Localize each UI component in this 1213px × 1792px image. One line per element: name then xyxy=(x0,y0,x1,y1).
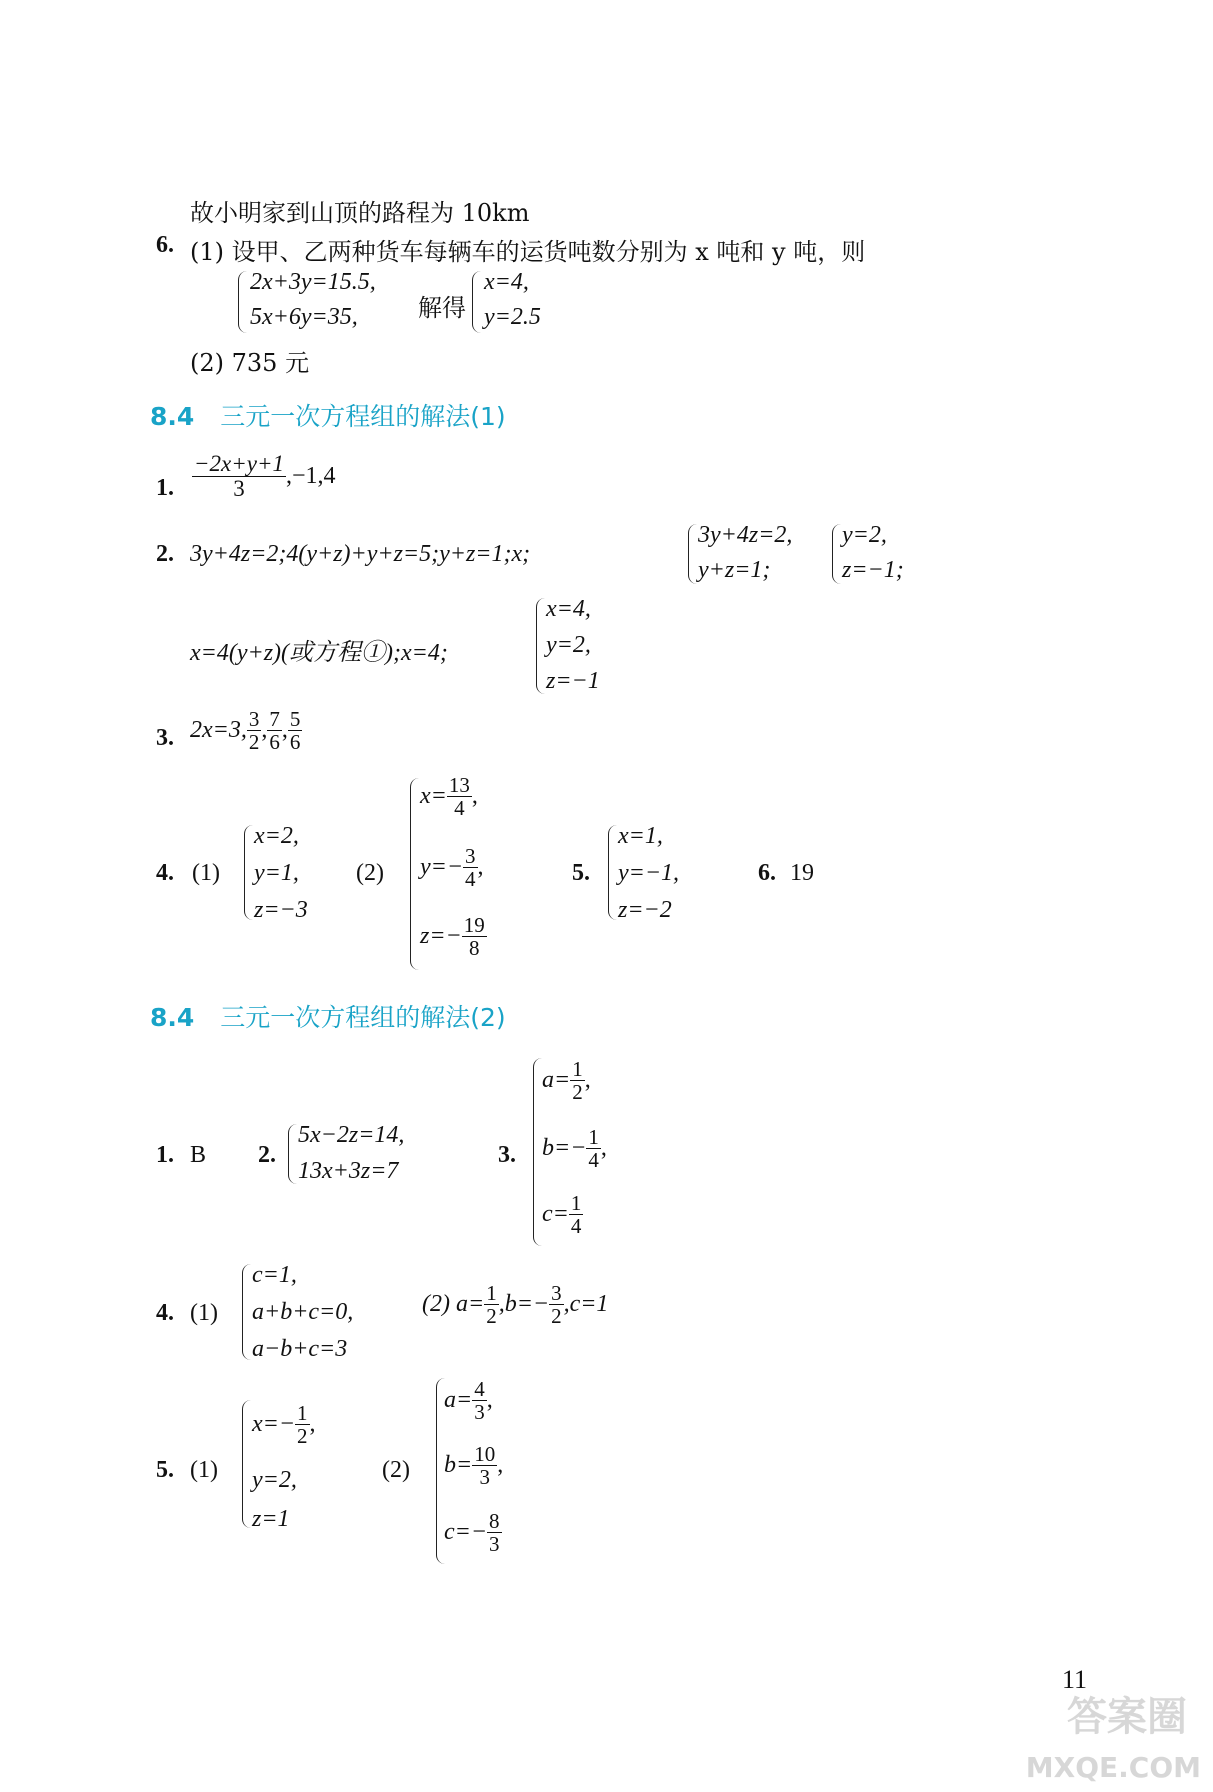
part-label: (1) xyxy=(192,860,220,886)
question-number: 5. xyxy=(572,860,590,886)
equation: z=−1 xyxy=(546,668,600,694)
equation: z=−3 xyxy=(254,897,308,923)
answer-rest: ,−1,4 xyxy=(285,463,336,490)
section-heading xyxy=(150,998,506,1034)
watermark-url: MXQE.COM xyxy=(1025,1751,1201,1784)
equation: y=2, xyxy=(842,522,887,548)
section-heading xyxy=(150,397,506,433)
lhs: a= xyxy=(444,1387,473,1414)
part-label: (2) xyxy=(356,860,384,886)
question-number: 4. xyxy=(156,1300,174,1326)
denominator: 3 xyxy=(233,476,245,502)
numerator: 13 xyxy=(448,773,470,797)
equation xyxy=(444,1378,493,1423)
equation: a−b+c=3 xyxy=(252,1336,348,1362)
separator: , xyxy=(584,1067,591,1094)
equation: a+b+c=0, xyxy=(252,1299,354,1325)
separator: , xyxy=(309,1411,316,1438)
denominator: 2 xyxy=(486,1304,497,1329)
part-label: (2) xyxy=(382,1457,410,1483)
part-label: (1) xyxy=(190,1457,218,1483)
fraction xyxy=(295,1402,310,1447)
equation xyxy=(542,1126,607,1171)
page-number: 11 xyxy=(1062,1665,1088,1694)
separator: , xyxy=(486,1387,493,1414)
separator: , xyxy=(497,1452,504,1479)
equation: z=−1; xyxy=(842,557,904,583)
denominator: 4 xyxy=(570,1214,582,1239)
equation: z=−2 xyxy=(618,897,672,923)
equation: y+z=1; xyxy=(698,557,771,583)
equation xyxy=(420,914,487,959)
equation: x=4, xyxy=(484,269,529,295)
equation xyxy=(252,1402,316,1447)
question-number: 1. xyxy=(156,475,174,501)
separator: ,c=1 xyxy=(563,1291,609,1318)
question-number: 3. xyxy=(498,1142,516,1168)
numerator: 1 xyxy=(486,1281,497,1305)
separator: ,b=− xyxy=(498,1291,550,1318)
fraction xyxy=(463,845,478,890)
equation: 5x+6y=35, xyxy=(250,304,358,330)
answer-expression xyxy=(422,1282,608,1327)
equation: 13x+3z=7 xyxy=(298,1158,399,1184)
equation: y=2, xyxy=(546,632,591,658)
answer-text: x=4(y+z)(或方程①);x=4; xyxy=(190,640,448,666)
answer-expression xyxy=(190,708,302,753)
fraction xyxy=(267,708,282,753)
fraction xyxy=(472,1378,487,1423)
system-brace xyxy=(238,271,249,333)
fraction xyxy=(462,914,487,959)
numerator: 5 xyxy=(289,707,301,731)
answer-expression xyxy=(192,452,336,501)
denominator: 2 xyxy=(551,1304,562,1329)
lhs: c=− xyxy=(444,1519,488,1546)
section-title: 三元一次方程组的解法(2) xyxy=(220,1003,506,1032)
separator: , xyxy=(471,783,478,810)
equation: c=1, xyxy=(252,1262,297,1288)
lhs: x=− xyxy=(252,1411,296,1438)
lhs: y=− xyxy=(420,854,464,881)
equation: 2x+3y=15.5, xyxy=(250,269,376,295)
answer-text: 3y+4z=2;4(y+z)+y+z=5;y+z=1;x; xyxy=(190,541,531,567)
section-number: 8.4 xyxy=(150,1003,195,1032)
numerator: 1 xyxy=(588,1125,599,1149)
fraction xyxy=(192,452,286,501)
question-number: 2. xyxy=(156,541,174,567)
question-number: 3. xyxy=(156,725,174,751)
equation: y=1, xyxy=(254,860,299,886)
lhs: x= xyxy=(420,783,447,810)
question-number: 2. xyxy=(258,1142,276,1168)
question-number: 6. xyxy=(758,860,776,886)
lhs: a= xyxy=(542,1067,571,1094)
equation: x=1, xyxy=(618,823,663,849)
numerator: 1 xyxy=(297,1401,308,1425)
section-number: 8.4 xyxy=(150,402,195,431)
equation: y=2.5 xyxy=(484,304,541,330)
numerator: 7 xyxy=(269,707,280,731)
fraction xyxy=(472,1443,497,1488)
lhs: b=− xyxy=(542,1135,587,1162)
fraction xyxy=(487,1510,502,1555)
fraction xyxy=(447,774,472,819)
equation: 2x=3, xyxy=(190,717,247,744)
equation: x=4, xyxy=(546,596,591,622)
fraction xyxy=(569,1192,584,1237)
lhs: c= xyxy=(542,1201,569,1228)
numerator: −2x+y+1 xyxy=(194,451,284,476)
separator: , xyxy=(477,854,484,881)
denominator: 4 xyxy=(465,867,476,892)
denominator: 3 xyxy=(489,1532,500,1557)
solution-line: 故小明家到山顶的路程为 10km xyxy=(190,199,530,227)
numerator: 3 xyxy=(551,1281,562,1305)
solve-label: 解得 xyxy=(418,294,466,322)
question-text: (1) 设甲、乙两种货车每辆车的运货吨数分别为 x 吨和 y 吨，则 xyxy=(190,238,866,266)
question-number: 6. xyxy=(156,232,174,258)
fraction xyxy=(484,1282,499,1327)
numerator: 8 xyxy=(489,1509,500,1533)
equation xyxy=(542,1058,591,1103)
section-title: 三元一次方程组的解法(1) xyxy=(220,402,506,431)
separator: , xyxy=(600,1135,607,1162)
separator: , xyxy=(281,717,288,744)
watermark-logo: 答案圈 xyxy=(1067,1694,1187,1740)
numerator: 1 xyxy=(570,1191,582,1215)
numerator: 19 xyxy=(463,913,485,937)
fraction xyxy=(549,1282,564,1327)
numerator: 1 xyxy=(572,1057,583,1081)
denominator: 3 xyxy=(474,1400,485,1425)
question-number: 5. xyxy=(156,1457,174,1483)
denominator: 6 xyxy=(269,730,280,755)
equation xyxy=(420,774,478,819)
answer-text: (2) 735 元 xyxy=(190,349,310,377)
numerator: 10 xyxy=(474,1442,496,1466)
denominator: 4 xyxy=(588,1148,599,1173)
equation: 5x−2z=14, xyxy=(298,1122,405,1148)
question-number: 4. xyxy=(156,860,174,886)
denominator: 2 xyxy=(248,730,260,755)
equation: x=2, xyxy=(254,823,299,849)
fraction xyxy=(570,1058,585,1103)
answer-text: 19 xyxy=(790,860,814,886)
answer-text: B xyxy=(190,1142,207,1168)
lhs: b= xyxy=(444,1452,473,1479)
denominator: 2 xyxy=(572,1080,583,1105)
equation xyxy=(420,845,484,890)
separator: , xyxy=(261,717,268,744)
denominator: 2 xyxy=(297,1424,308,1449)
part-label: (2) a= xyxy=(422,1291,485,1318)
numerator: 3 xyxy=(465,844,476,868)
equation: 3y+4z=2, xyxy=(698,522,793,548)
lhs: z=− xyxy=(420,923,462,950)
fraction xyxy=(586,1126,601,1171)
system-brace xyxy=(472,271,483,333)
part-label: (1) xyxy=(190,1300,218,1326)
equation xyxy=(444,1443,503,1488)
denominator: 6 xyxy=(289,730,301,755)
numerator: 4 xyxy=(474,1377,485,1401)
fraction xyxy=(288,708,303,753)
numerator: 3 xyxy=(248,707,260,731)
question-number: 1. xyxy=(156,1142,174,1168)
denominator: 4 xyxy=(454,796,465,821)
equation: y=−1, xyxy=(618,860,680,886)
denominator: 3 xyxy=(479,1465,490,1490)
equation xyxy=(444,1510,502,1555)
denominator: 8 xyxy=(468,936,480,961)
equation xyxy=(542,1192,583,1237)
equation: z=1 xyxy=(252,1506,290,1532)
equation: y=2, xyxy=(252,1467,297,1493)
fraction xyxy=(247,708,262,753)
